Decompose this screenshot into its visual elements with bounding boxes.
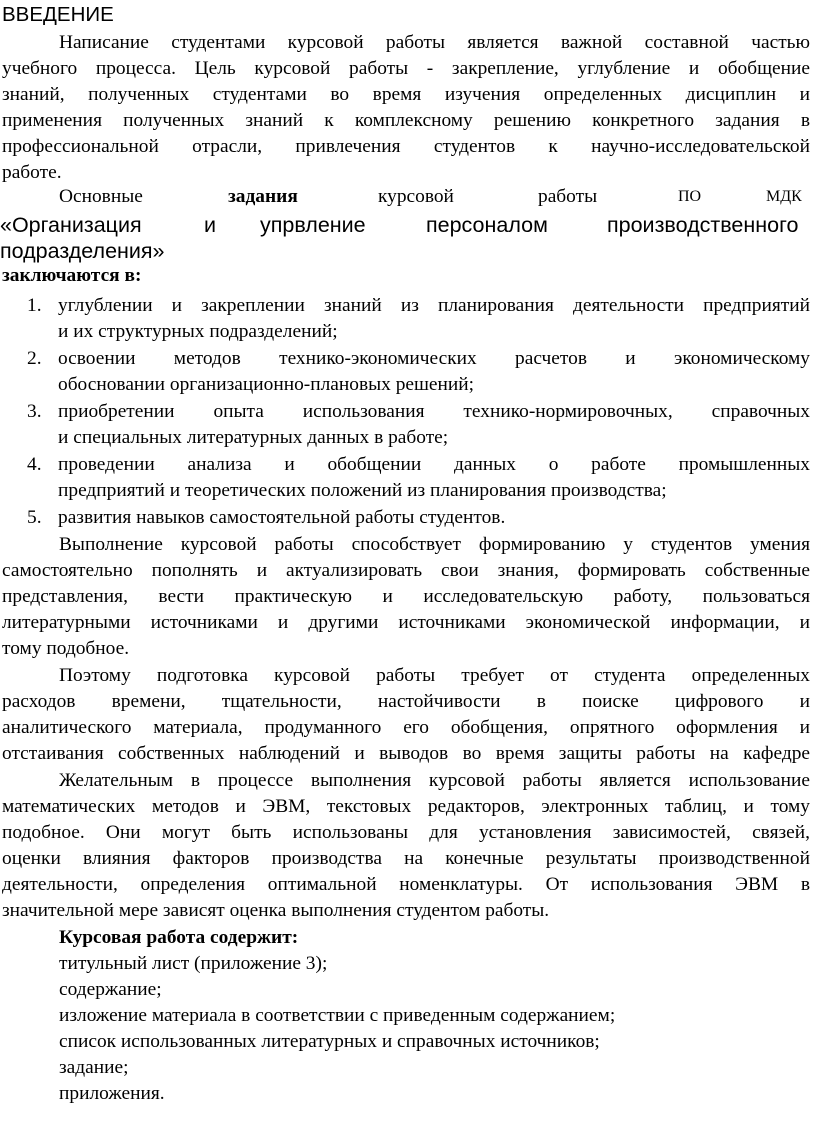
intro-line: Написание студентами курсовой работы является важной составной частью — [59, 32, 810, 53]
list-item-text: приобретении опыта использования технико-нормировочных, справочных — [58, 401, 810, 422]
paragraph-line: математических методов и ЭВМ, текстовых редакторов, электронных таблиц, и тому — [2, 796, 810, 817]
contents-item: задание; — [59, 1057, 129, 1078]
course-title-word: «Организация — [0, 213, 142, 237]
paragraph-line: отстаивания собственных наблюдений и выводов во время защиты работы на кафедре — [2, 743, 810, 764]
list-item-text: проведении анализа и обобщении данных о работе промышленных — [58, 454, 810, 475]
paragraph-line: Желательным в процессе выполнения курсовой работы является использование — [59, 770, 810, 791]
paragraph-line: расходов времени, тщательности, настойчивости в поиске цифрового и — [2, 691, 810, 712]
contents-item: приложения. — [59, 1083, 165, 1104]
paragraph-line: литературными источниками и другими источниками экономической информации, и — [2, 612, 810, 633]
intro-line: работе. — [2, 162, 62, 183]
tasks-word: МДК — [766, 188, 802, 205]
list-item-text: развития навыков самостоятельной работы студентов. — [58, 507, 506, 528]
course-title-line2: подразделения» — [0, 239, 165, 263]
paragraph-line: представления, вести практическую и исследовательскую работу, пользоваться — [2, 586, 810, 607]
list-number: 3. — [27, 401, 42, 422]
paragraph-line: значительной мере зависят оценка выполнения студентом работы. — [2, 900, 550, 921]
tasks-word: Основные — [59, 186, 143, 207]
intro-line: знаний, полученных студентами во время изучения определенных дисциплин и — [2, 84, 810, 105]
tasks-word-bold: задания — [228, 186, 298, 207]
contents-item: изложение материала в соответствии с приведенным содержанием; — [59, 1005, 616, 1026]
list-number: 1. — [27, 295, 42, 316]
paragraph-line: оценки влияния факторов производства на конечные результаты производственной — [2, 848, 810, 869]
course-title-word: производственного — [607, 213, 799, 237]
paragraph-line: Поэтому подготовка курсовой работы требует от студента определенных — [59, 665, 810, 686]
paragraph-line: подобное. Они могут быть использованы для установления зависимостей, связей, — [2, 822, 810, 843]
list-number: 4. — [27, 454, 42, 475]
paragraph-line: самостоятельно пополнять и актуализировать свои знания, формировать собственные — [2, 560, 810, 581]
list-item-text: предприятий и теоретических положений из планирования производства; — [58, 480, 667, 501]
intro-line: профессиональной отрасли, привлечения студентов к научно-исследовательской — [2, 136, 810, 157]
paragraph-line: Выполнение курсовой работы способствует формированию у студентов умения — [59, 534, 810, 555]
tasks-word: ПО — [678, 188, 702, 205]
list-number: 5. — [27, 507, 42, 528]
paragraph-line: тому подобное. — [2, 638, 130, 659]
paragraph-line: деятельности, определения оптимальной номенклатуры. От использования ЭВМ в — [2, 874, 810, 895]
list-item-text: обосновании организационно-плановых решений; — [58, 374, 475, 395]
tasks-consist-label: заключаются в: — [2, 265, 142, 286]
page-title: ВВЕДЕНИЕ — [2, 3, 114, 26]
paragraph-line: аналитического материала, продуманного его обобщения, опрятного оформления и — [2, 717, 810, 738]
list-number: 2. — [27, 348, 42, 369]
contents-item: список использованных литературных и справочных источников; — [59, 1031, 600, 1052]
intro-line: применения полученных знаний к комплексному решению конкретного задания в — [2, 110, 810, 131]
tasks-word: курсовой — [378, 186, 454, 207]
course-title-word: персоналом — [426, 213, 548, 237]
list-item-text: углублении и закреплении знаний из планирования деятельности предприятий — [58, 295, 810, 316]
intro-line: учебного процесса. Цель курсовой работы - закрепление, углубление и обобщение — [2, 58, 810, 79]
course-title-word: и — [204, 213, 217, 237]
list-item-text: освоении методов технико-экономических расчетов и экономическому — [58, 348, 810, 369]
list-item-text: и специальных литературных данных в работе; — [58, 427, 449, 448]
list-item-text: и их структурных подразделений; — [58, 321, 338, 342]
contents-item: титульный лист (приложение 3); — [59, 953, 328, 974]
contents-title: Курсовая работа содержит: — [59, 927, 299, 948]
contents-item: содержание; — [59, 979, 162, 1000]
course-title-word: упрвление — [260, 213, 366, 237]
tasks-word: работы — [538, 186, 598, 207]
